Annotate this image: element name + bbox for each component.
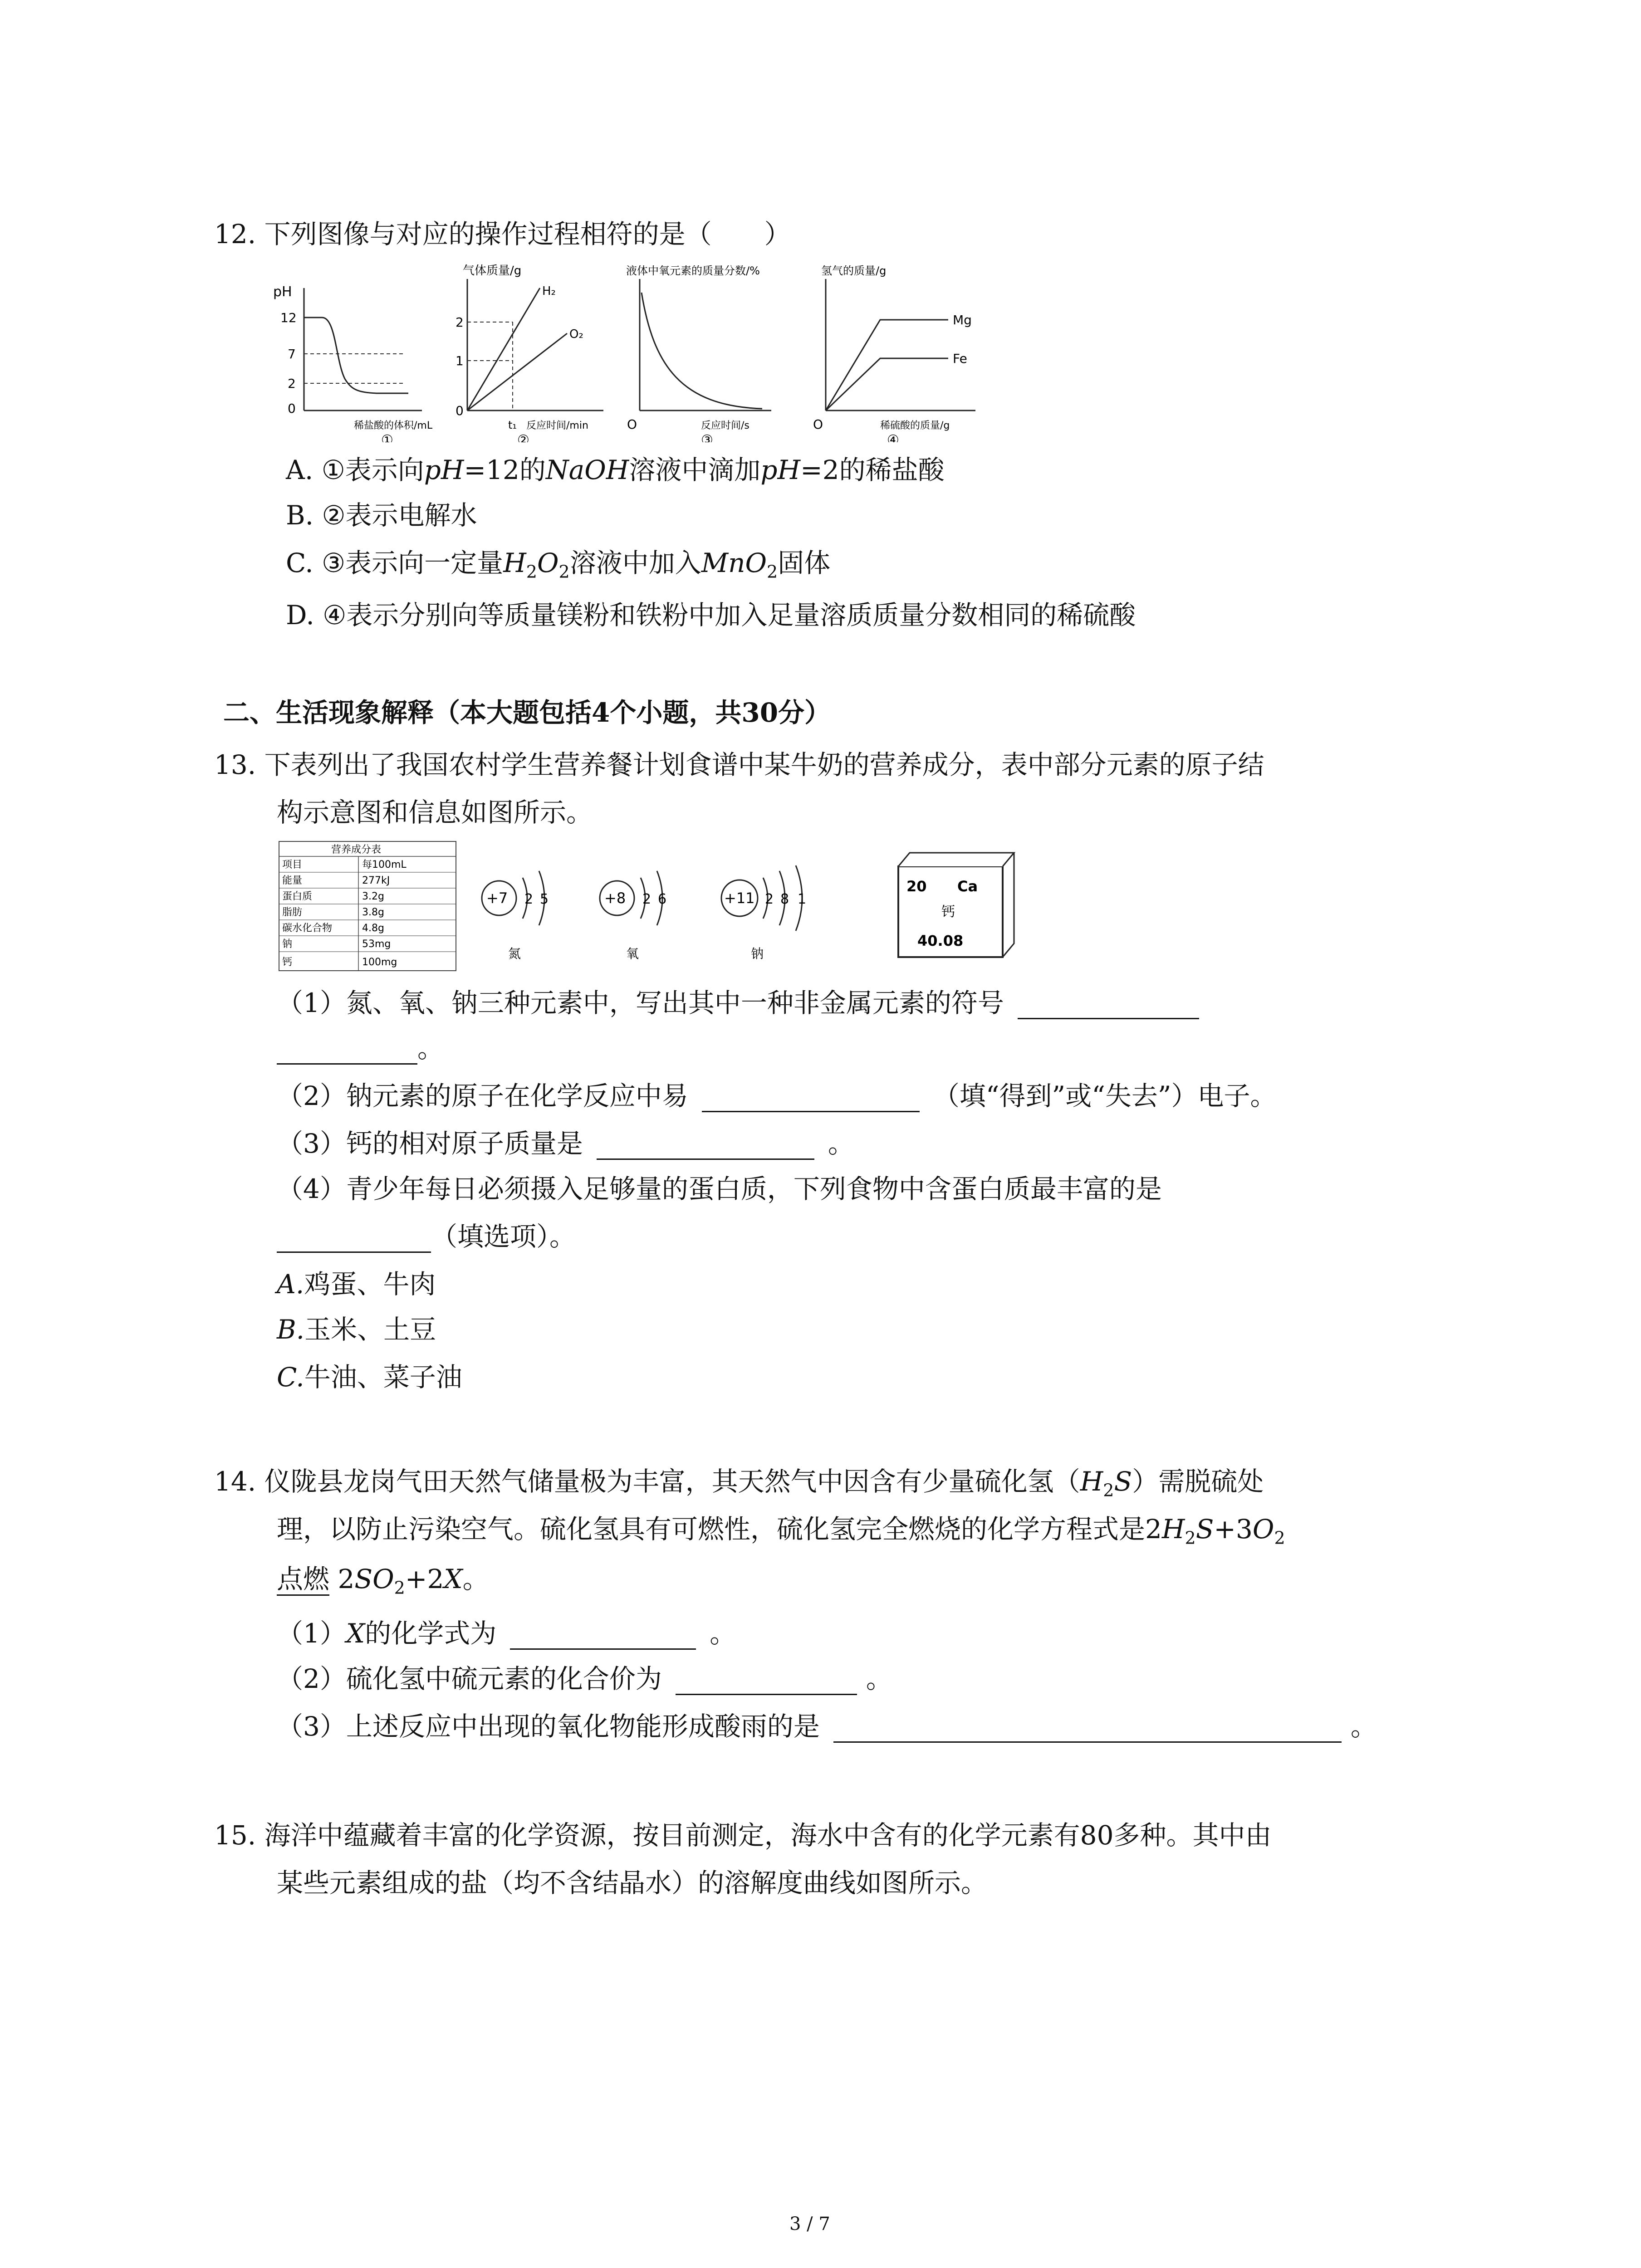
svg-text:能量: 能量 bbox=[282, 875, 303, 886]
q13-part-4: （4）青少年每日必须摄入足够量的蛋白质，下列食物中含蛋白质最丰富的是 bbox=[277, 1173, 1162, 1204]
svg-text:2: 2 bbox=[765, 891, 774, 907]
svg-text:8: 8 bbox=[780, 891, 789, 907]
atom-nitrogen-name: 氮 bbox=[508, 946, 521, 961]
svg-text:277kJ: 277kJ bbox=[362, 875, 390, 886]
q12-stem: 12. 下列图像与对应的操作过程相符的是（ ） bbox=[214, 219, 791, 249]
q13-stem-line-1: 13. 下表列出了我国农村学生营养餐计划食谱中某牛奶的营养成分，表中部分元素的原子结 bbox=[214, 749, 1264, 780]
graph-1-ytick-7: 7 bbox=[288, 347, 296, 362]
graph-2-xlabel: 反应时间/min bbox=[526, 420, 588, 431]
q13-part-4-cont: （填选项）。 bbox=[277, 1220, 576, 1253]
q13-answer-blank-4[interactable] bbox=[277, 1226, 431, 1253]
graph-4-series-mg: Mg bbox=[953, 313, 972, 327]
svg-text:钙: 钙 bbox=[282, 957, 293, 968]
svg-text:钠: 钠 bbox=[282, 938, 293, 950]
graph-3-ylabel: 液体中氧元素的质量分数/% bbox=[626, 264, 760, 277]
graph-4-origin: O bbox=[813, 417, 823, 432]
graph-3-xlabel: 反应时间/s bbox=[701, 420, 749, 431]
atom-sodium-name: 钠 bbox=[751, 946, 764, 961]
svg-text:项目: 项目 bbox=[282, 859, 303, 870]
q14-line-3: 点燃 $2SO_2+2X$。 bbox=[277, 1564, 489, 1598]
q14-part-1: （1）X的化学式为 。 bbox=[277, 1618, 736, 1649]
svg-text:3.2g: 3.2g bbox=[362, 891, 384, 902]
svg-text:100mg: 100mg bbox=[362, 957, 397, 968]
q15-line-1: 15. 海洋中蕴藏着丰富的化学资源，按目前测定，海水中含有的化学元素有80多种。其中由 bbox=[214, 1820, 1272, 1851]
reaction-condition: 点燃 bbox=[277, 1564, 329, 1596]
graph-3-origin: O bbox=[627, 417, 637, 432]
svg-text:钙: 钙 bbox=[941, 904, 955, 920]
graph-1-ytick-0: 0 bbox=[288, 401, 296, 416]
q12-option-d: D. ④表示分别向等质量镁粉和铁粉中加入足量溶质质量分数相同的稀硫酸 bbox=[286, 600, 1136, 631]
graph-4-num: ④ bbox=[887, 432, 899, 442]
svg-text:3.8g: 3.8g bbox=[362, 907, 384, 918]
svg-text:蛋白质: 蛋白质 bbox=[282, 891, 313, 902]
q13-part-1: （1）氮、氧、钠三种元素中，写出其中一种非金属元素的符号 bbox=[277, 987, 1199, 1019]
q12-option-c: C. ③表示向一定量$H_2O_2$溶液中加入MnO$_2$固体 bbox=[286, 547, 831, 582]
q14-answer-blank-3[interactable] bbox=[833, 1716, 1342, 1743]
q13-answer-blank-2[interactable] bbox=[702, 1085, 920, 1112]
q13-part-3: （3）钙的相对原子质量是 。 bbox=[277, 1128, 854, 1159]
graph-4 bbox=[813, 264, 975, 442]
graph-2-series-o2: O₂ bbox=[569, 327, 583, 341]
q13-answer-blank-1[interactable] bbox=[1018, 992, 1199, 1019]
graph-4-fe-line bbox=[826, 358, 948, 411]
q13-stem-line-2: 构示意图和信息如图所示。 bbox=[277, 797, 593, 828]
svg-text:40.08: 40.08 bbox=[917, 932, 964, 949]
page-number: 3 / 7 bbox=[789, 2214, 830, 2234]
svg-text:+11: +11 bbox=[724, 890, 755, 907]
atom-oxygen-name: 氧 bbox=[626, 946, 639, 961]
graph-4-ylabel: 氢气的质量/g bbox=[821, 264, 887, 277]
atom-nitrogen bbox=[482, 871, 549, 961]
nutrition-table bbox=[279, 841, 456, 971]
graph-4-series-fe: Fe bbox=[953, 351, 967, 366]
section-2-heading: 二、生活现象解释（本大题包括4个小题，共30分） bbox=[223, 697, 831, 728]
graph-2-h2-line bbox=[467, 288, 540, 411]
q13-option-a: A.鸡蛋、牛肉 bbox=[277, 1269, 436, 1300]
svg-text:53mg: 53mg bbox=[362, 938, 391, 950]
svg-text:2: 2 bbox=[642, 891, 652, 907]
q13-option-b: B.玉米、土豆 bbox=[277, 1314, 436, 1345]
graph-1-num: ① bbox=[381, 432, 393, 442]
svg-text:2: 2 bbox=[524, 891, 534, 907]
q15-line-2: 某些元素组成的盐（均不含结晶水）的溶解度曲线如图所示。 bbox=[277, 1867, 988, 1898]
graph-2-num: ② bbox=[517, 432, 529, 442]
svg-text:脂肪: 脂肪 bbox=[282, 907, 303, 918]
graph-1-ytick-12: 12 bbox=[280, 310, 297, 325]
q12-graphs-svg bbox=[272, 261, 1016, 442]
element-card-calcium bbox=[898, 853, 1014, 957]
svg-text:碳水化合物: 碳水化合物 bbox=[282, 923, 333, 934]
table-title: 营养成分表 bbox=[331, 844, 382, 855]
q12-option-b: B. ②表示电解水 bbox=[286, 500, 477, 531]
q12-option-a: A. ①表示向pH=12的NaOH溶液中滴加pH=2的稀盐酸 bbox=[286, 455, 945, 485]
q13-figure-svg bbox=[277, 839, 1071, 975]
graph-2-ylabel: 气体质量/g bbox=[463, 264, 522, 278]
graph-2-o2-line bbox=[467, 333, 567, 411]
q13-answer-blank-1b[interactable] bbox=[277, 1038, 417, 1065]
svg-text:20: 20 bbox=[906, 878, 927, 895]
graph-3 bbox=[626, 264, 771, 442]
graph-2-xtick: t₁ bbox=[508, 419, 517, 431]
svg-text:5: 5 bbox=[540, 891, 549, 907]
graph-2-ytick-2: 2 bbox=[456, 315, 464, 330]
svg-text:+8: +8 bbox=[604, 890, 626, 907]
graph-2-series-h2: H₂ bbox=[542, 284, 556, 298]
q14-answer-blank-2[interactable] bbox=[676, 1668, 857, 1695]
graph-4-xlabel: 稀硫酸的质量/g bbox=[880, 420, 950, 431]
q14-line-1: 14. 仪陇县龙岗气田天然气储量极为丰富，其天然气中因含有少量硫化氢$(H_2S)$需脱硫处 bbox=[214, 1466, 1264, 1501]
q14-part-2: （2）硫化氢中硫元素的化合价为 。 bbox=[277, 1663, 892, 1694]
graph-3-curve bbox=[642, 293, 762, 409]
svg-text:Ca: Ca bbox=[957, 878, 978, 895]
graph-1-xlabel: 稀盐酸的体积/mL bbox=[354, 420, 433, 431]
svg-text:4.8g: 4.8g bbox=[362, 923, 384, 934]
graph-4-mg-line bbox=[826, 320, 948, 411]
atom-oxygen bbox=[600, 871, 666, 961]
atom-sodium bbox=[721, 865, 806, 961]
svg-text:+7: +7 bbox=[486, 890, 508, 907]
q13-option-c: C.牛油、菜子油 bbox=[277, 1362, 462, 1393]
q13-part-2: （2）钠元素的原子在化学反应中易 （填“得到”或“失去”）电子。 bbox=[277, 1080, 1277, 1111]
q14-answer-blank-1[interactable] bbox=[510, 1623, 696, 1650]
q14-part-3: （3）上述反应中出现的氧化物能形成酸雨的是 。 bbox=[277, 1711, 1377, 1742]
graph-2-ytick-1: 1 bbox=[456, 353, 464, 368]
q13-answer-blank-3[interactable] bbox=[597, 1133, 814, 1160]
q12-graphs bbox=[272, 261, 1016, 444]
graph-3-num: ③ bbox=[701, 432, 713, 442]
svg-text:1: 1 bbox=[798, 891, 807, 907]
graph-2-ytick-0: 0 bbox=[456, 403, 464, 418]
graph-2 bbox=[456, 264, 603, 442]
graph-1-ylabel: pH bbox=[273, 284, 292, 300]
graph-1-ytick-2: 2 bbox=[288, 376, 296, 391]
graph-1-curve bbox=[304, 318, 408, 393]
graph-1 bbox=[273, 284, 433, 442]
svg-text:6: 6 bbox=[658, 891, 667, 907]
svg-text:每100mL: 每100mL bbox=[362, 859, 407, 870]
q13-figure bbox=[277, 839, 1071, 977]
q14-line-2: 理，以防止污染空气。硫化氢具有可燃性，硫化氢完全燃烧的化学方程式是$2H_2S+3O_2$ bbox=[277, 1514, 1285, 1548]
q13-part-1-cont: 。 bbox=[277, 1032, 444, 1065]
